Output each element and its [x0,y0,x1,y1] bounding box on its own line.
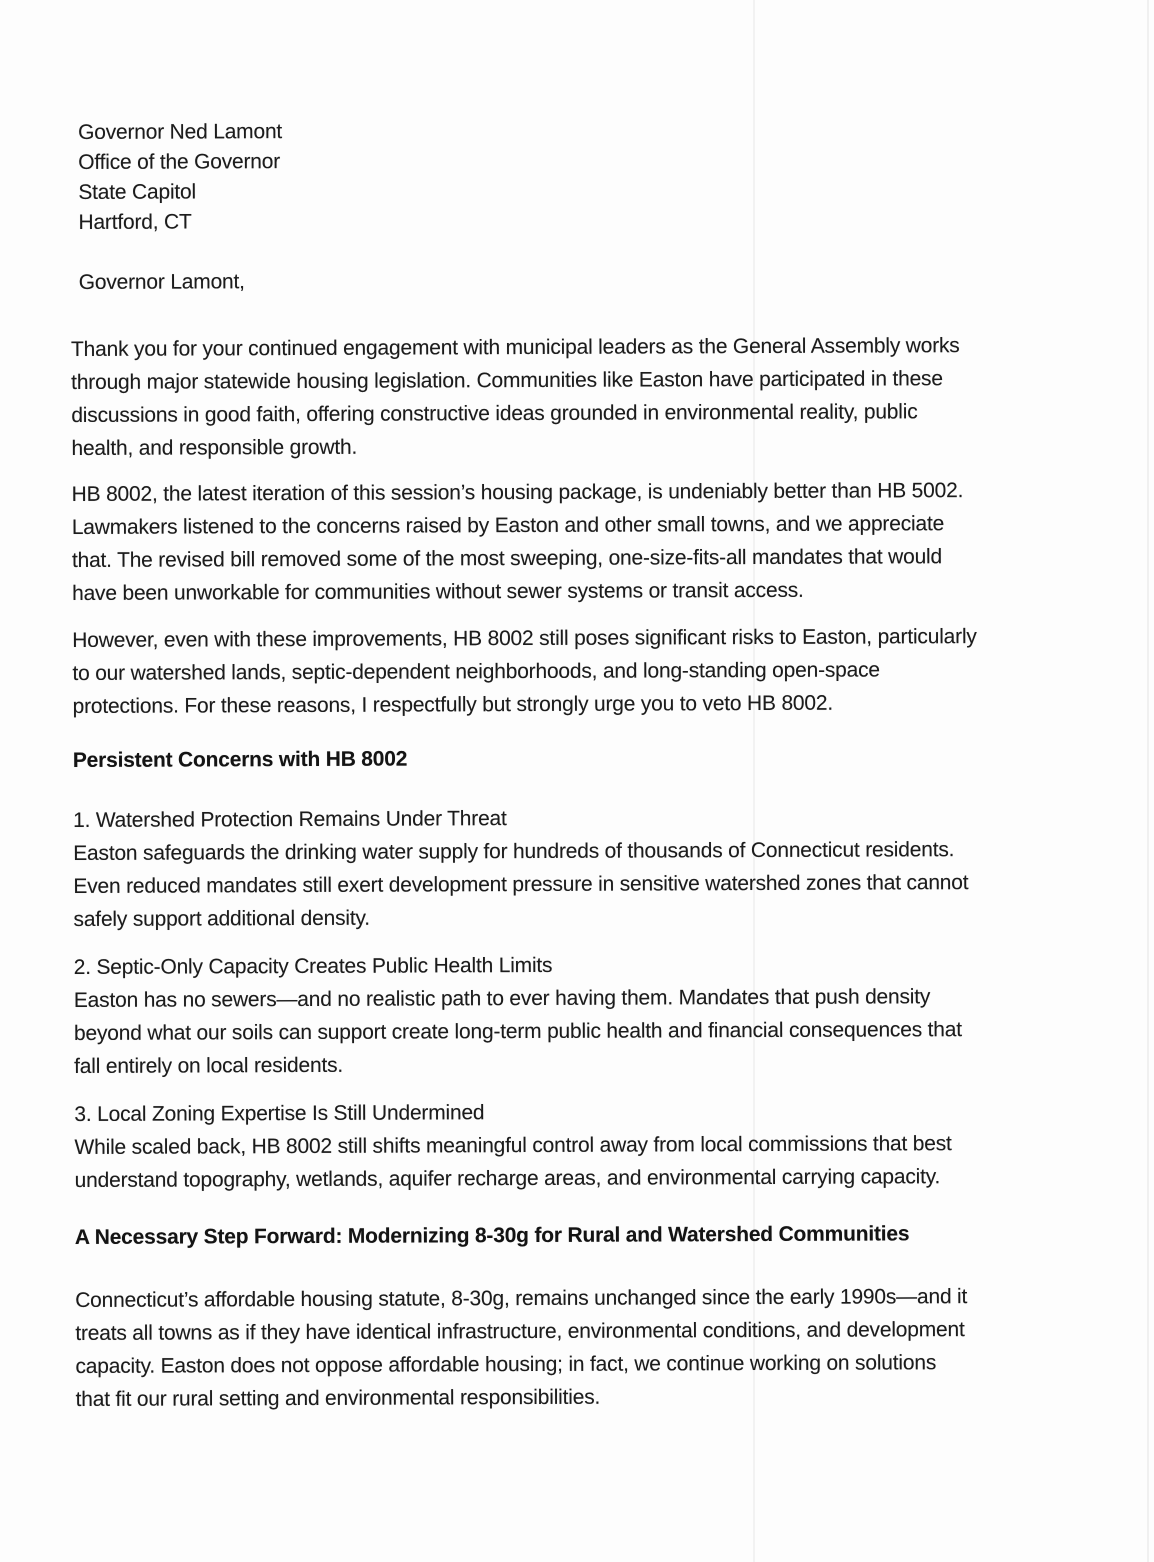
concern-body: While scaled back, HB 8002 still shifts meaningful control away from local commissions that best understand topography, wetlands, aquifer recharge areas, and environmental carrying capacity. [74,1132,952,1192]
concern-item-zoning [74,1094,1034,1197]
letter-content [70,114,1036,1416]
section-heading-persistent-concerns: Persistent Concerns with HB 8002 [72,747,408,772]
salutation: Governor Lamont, [78,270,245,294]
section-heading-step-forward: A Necessary Step Forward: Modernizing 8-30g for Rural and Watershed Communities [74,1222,910,1249]
paragraph-hb8002-improvements: HB 8002, the latest iteration of this session’s housing package, is undeniably better than HB 5002. Lawmakers listened to the concerns raised by Easton and other small towns, and we appreciate that. The revised bill removed some of the most sweeping, one-size-fits-all mandates that would have been unworkable for communities without sewer systems or transit access. [71,479,964,605]
concern-body: Easton safeguards the drinking water supply for hundreds of thousands of Connecticut residents. Even reduced mandates still exert development pressure in sensitive watershed zones that cannot safely support additional density. [73,838,969,931]
paragraph-830g-statute: Connecticut’s affordable housing statute, 8-30g, remains unchanged since the early 1990s—and it treats all towns as if they have identical infrastructure, environmental conditions, and development capacity. Easton does not oppose affordable housing; in fact, we continue working on solutions that fit our rural setting and environmental responsibilities. [75,1285,968,1411]
concern-title: 3. Local Zoning Expertise Is Still Undermined [74,1101,485,1126]
concern-body: Easton has no sewers—and no realistic path to ever having them. Mandates that push density beyond what our soils can support create long-term public health and financial consequences that fall entirely on local residents. [73,985,962,1078]
concern-title: 1. Watershed Protection Remains Under Threat [73,807,507,832]
paragraph-veto-request: However, even with these improvements, HB 8002 still poses significant risks to Easton, particularly to our watershed lands, septic-dependent neighborhoods, and long-standing open-space protections. For these reasons, I respectfully but strongly urge you to veto HB 8002. [72,625,977,718]
recipient-address: Governor Ned Lamont Office of the Governor State Capitol Hartford, CT [78,120,283,234]
concern-title: 2. Septic-Only Capacity Creates Public Health Limits [73,953,553,979]
concern-item-septic [74,947,1035,1083]
concern-item-watershed [73,800,1034,936]
paragraph-intro: Thank you for your continued engagement with municipal leaders as the General Assembly works through major statewide housing legislation. Communities like Easton have participated in these discussions in good faith, offering constructive ideas grounded in environmental reality, public health, and responsible growth. [70,334,960,460]
scan-artifact-line-right [1147,0,1149,1562]
